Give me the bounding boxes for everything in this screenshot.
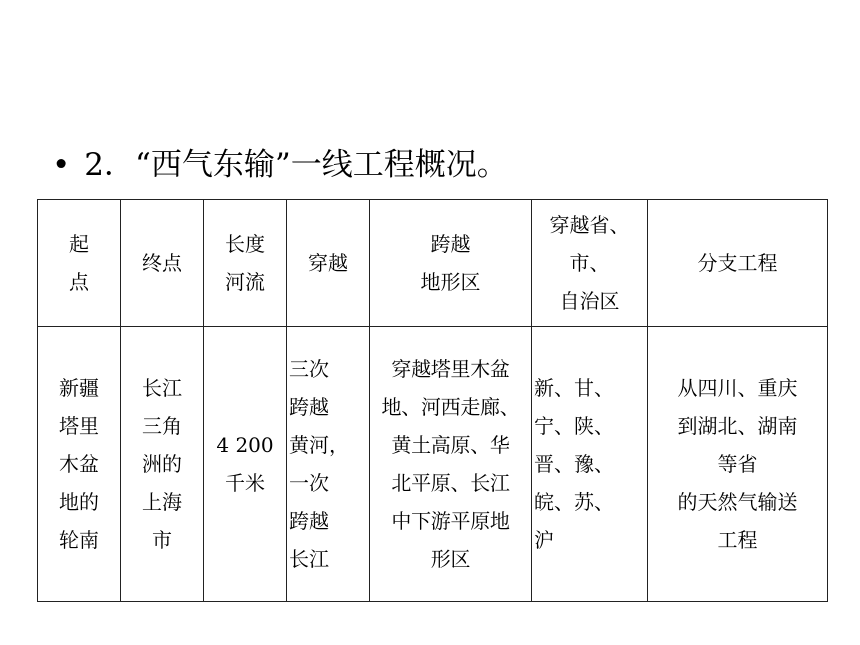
header-length: 长度 河流 [204, 200, 287, 327]
table-header-row [38, 200, 828, 327]
header-terrain: 跨越 地形区 [370, 200, 532, 327]
bullet-icon: • [52, 147, 71, 183]
header-branch-project: 分支工程 [648, 200, 828, 327]
cell-provinces: 新、甘、 宁、陕、 晋、豫、 皖、苏、 沪 [532, 327, 648, 602]
cell-end-point: 长江 三角 洲的 上海 市 [121, 327, 204, 602]
table-row [38, 327, 828, 602]
header-end-point: 终点 [121, 200, 204, 327]
header-start-point: 起 点 [38, 200, 121, 327]
cell-length: 4 200 千米 [204, 327, 287, 602]
header-crossing: 穿越 [287, 200, 370, 327]
cell-start-point: 新疆 塔里 木盆 地的 轮南 [38, 327, 121, 602]
cell-crossing: 三次 跨越 黄河， 一次 跨越 长江 [287, 327, 370, 602]
title-text: 2．“西气东输”一线工程概况。 [84, 147, 508, 183]
slide-title [52, 145, 508, 185]
cell-terrain: 穿越塔里木盆 地、河西走廊、 黄土高原、华 北平原、长江 中下游平原地 形区 [370, 327, 532, 602]
header-provinces: 穿越省、 市、 自治区 [532, 200, 648, 327]
project-overview-table [37, 199, 828, 602]
cell-branch-project: 从四川、重庆 到湖北、湖南 等省 的天然气输送 工程 [648, 327, 828, 602]
